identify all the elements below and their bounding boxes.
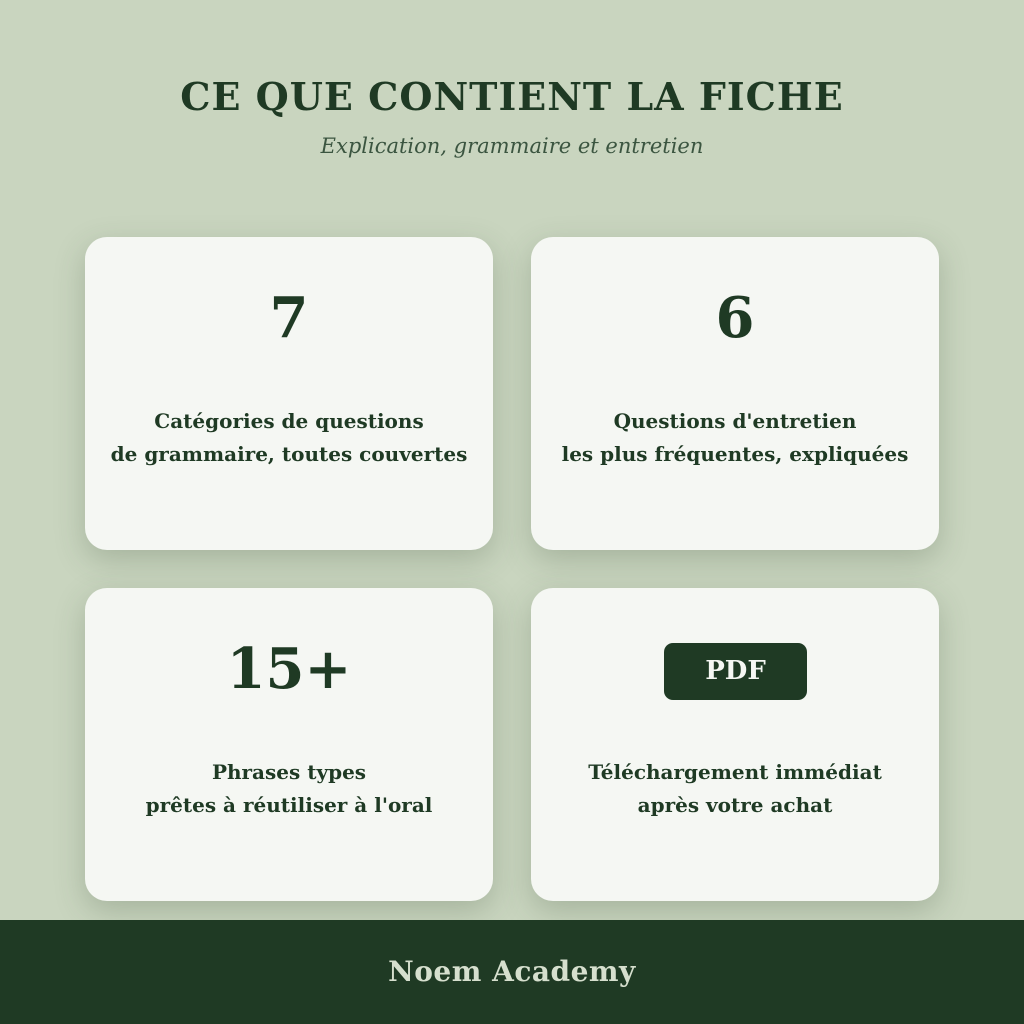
brand-name: Noem Academy xyxy=(388,955,636,988)
feature-card-grammar xyxy=(85,237,493,550)
card-description-line-1: Phrases types xyxy=(211,760,367,784)
feature-card-download xyxy=(531,588,939,901)
stat-value: 7 xyxy=(269,285,309,351)
card-description xyxy=(531,756,939,822)
stat-value: 6 xyxy=(715,285,755,351)
card-description-line-1: Téléchargement immédiat xyxy=(588,760,882,784)
card-description-line-2: de grammaire, toutes couvertes xyxy=(110,442,468,466)
card-description-line-2: les plus fréquentes, expliquées xyxy=(561,442,909,466)
stat-value: 15+ xyxy=(226,636,352,702)
feature-card-interview xyxy=(531,237,939,550)
pdf-badge: PDF xyxy=(664,643,807,700)
card-description xyxy=(85,756,493,822)
feature-card-phrases xyxy=(85,588,493,901)
page-title: CE QUE CONTIENT LA FICHE xyxy=(180,74,844,119)
card-description xyxy=(531,405,939,471)
card-description-line-2: prêtes à réutiliser à l'oral xyxy=(145,793,433,817)
page-subtitle: Explication, grammaire et entretien xyxy=(320,134,704,158)
header xyxy=(0,74,1024,160)
card-description-line-1: Questions d'entretien xyxy=(613,409,857,433)
card-description xyxy=(85,405,493,471)
card-description-line-2: après votre achat xyxy=(637,793,833,817)
footer xyxy=(0,920,1024,1024)
card-description-line-1: Catégories de questions xyxy=(154,409,424,433)
